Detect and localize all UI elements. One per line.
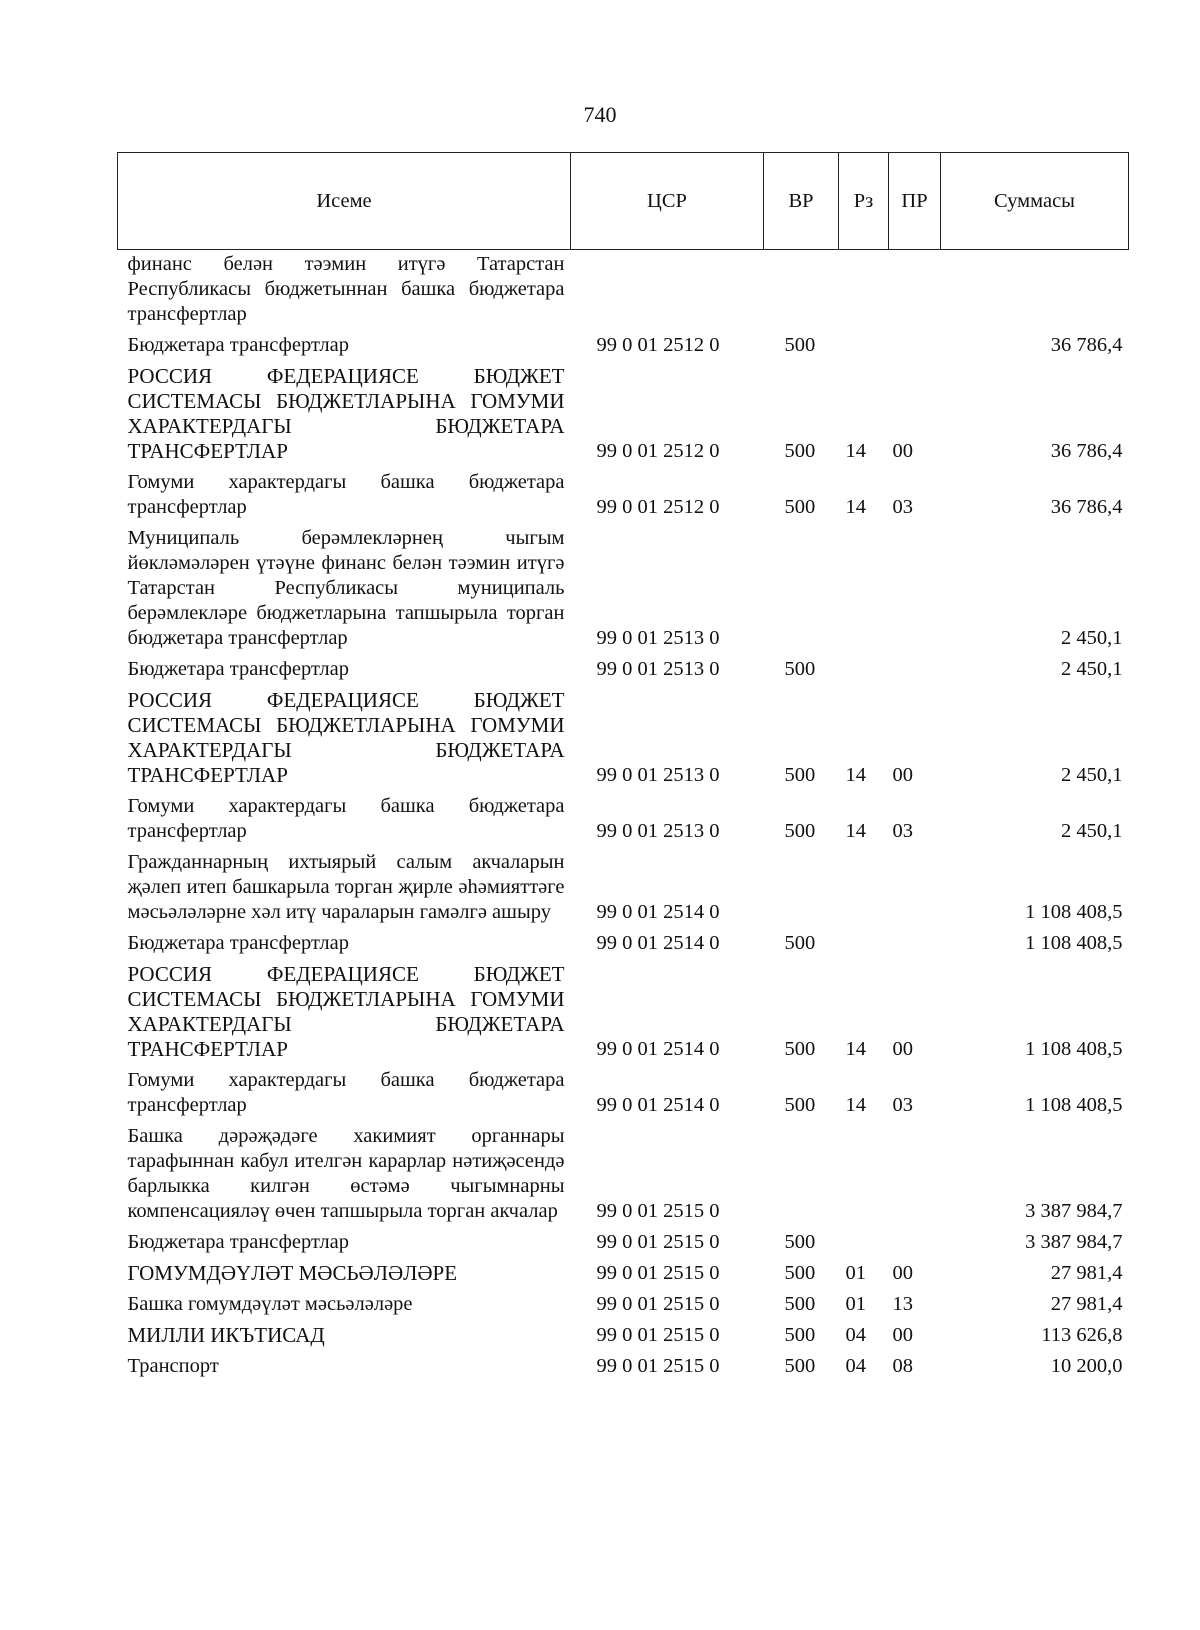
cell-csr: 99 0 01 2514 0	[596, 1038, 720, 1060]
header-rz: Рз	[839, 153, 889, 250]
cell-rz	[839, 928, 889, 959]
cell-vr: 500	[784, 1355, 816, 1377]
cell-csr: 99 0 01 2512 0	[596, 334, 720, 356]
cell-rz	[839, 654, 889, 685]
cell-sum: 36 786,4	[1050, 334, 1123, 356]
cell-pr: 00	[892, 1038, 913, 1060]
cell-csr: 99 0 01 2512 0	[596, 440, 720, 462]
cell-sum: 36 786,4	[1050, 496, 1123, 518]
cell-vr: 500	[784, 1324, 816, 1346]
cell-rz	[839, 1227, 889, 1258]
cell-vr	[764, 847, 839, 928]
cell-name: Гомуми характердагы башка бюджетара трансфертлар	[127, 1069, 565, 1116]
cell-csr: 99 0 01 2513 0	[596, 627, 720, 649]
cell-sum	[941, 250, 1129, 331]
cell-pr	[889, 523, 941, 654]
cell-csr: 99 0 01 2514 0	[596, 1094, 720, 1116]
cell-rz: 14	[845, 764, 866, 786]
cell-name: Гомуми характердагы башка бюджетара трансфертлар	[127, 795, 565, 842]
cell-csr: 99 0 01 2515 0	[596, 1262, 720, 1284]
cell-name: финанс белән тәэмин итүгә Татарстан Республикасы бюджетыннан башка бюджетара трансфертлар	[127, 253, 565, 325]
cell-csr: 99 0 01 2514 0	[596, 901, 720, 923]
table-header	[118, 153, 1129, 250]
cell-csr: 99 0 01 2512 0	[596, 496, 720, 518]
cell-rz	[839, 1121, 889, 1227]
cell-vr: 500	[784, 1231, 816, 1253]
cell-vr: 500	[784, 820, 816, 842]
header-pr: ПР	[889, 153, 941, 250]
cell-rz: 14	[845, 1094, 866, 1116]
cell-vr	[764, 250, 839, 331]
cell-vr: 500	[784, 1094, 816, 1116]
cell-vr: 500	[784, 764, 816, 786]
cell-name: РОССИЯ ФЕДЕРАЦИЯСЕ БЮДЖЕТ СИСТЕМАСЫ БЮДЖЕТЛАРЫНА ГОМУМИ ХАРАКТЕРДАГЫ БЮДЖЕТАРА ТРАНСФЕРТЛАР	[127, 962, 565, 1061]
cell-sum: 27 981,4	[1050, 1262, 1123, 1284]
cell-name: Гомуми характердагы башка бюджетара трансфертлар	[127, 471, 565, 518]
cell-csr: 99 0 01 2515 0	[596, 1200, 720, 1222]
table-row	[118, 685, 1129, 791]
header-name: Исеме	[118, 153, 571, 250]
cell-sum: 1 108 408,5	[1025, 932, 1123, 954]
cell-name: Муниципаль берәмлекләрнең чыгым йөкләмәләрен үтәүне финанс белән тәэмин итүгә Татарстан Республикасы муниципаль берәмлекләре бюджетларына тапшырыла торган бюджетара трансфертлар	[127, 527, 565, 649]
cell-sum: 1 108 408,5	[1025, 1094, 1123, 1116]
table-row	[118, 928, 1129, 959]
cell-rz	[839, 250, 889, 331]
cell-csr: 99 0 01 2515 0	[596, 1293, 720, 1315]
table-row	[118, 250, 1129, 331]
cell-rz	[839, 330, 889, 361]
cell-name: Бюджетара трансфертлар	[127, 658, 350, 680]
cell-pr: 13	[892, 1293, 913, 1315]
cell-sum: 2 450,1	[1061, 764, 1123, 786]
cell-rz: 01	[845, 1262, 866, 1284]
cell-pr	[889, 330, 941, 361]
cell-rz: 14	[845, 440, 866, 462]
budget-table	[117, 152, 1129, 1382]
table-row	[118, 330, 1129, 361]
cell-csr: 99 0 01 2513 0	[596, 658, 720, 680]
cell-sum: 113 626,8	[1041, 1324, 1123, 1346]
table-row	[118, 467, 1129, 523]
table-row	[118, 1289, 1129, 1320]
cell-name: Транспорт	[127, 1355, 219, 1377]
cell-vr: 500	[784, 334, 816, 356]
cell-vr: 500	[784, 496, 816, 518]
cell-name: РОССИЯ ФЕДЕРАЦИЯСЕ БЮДЖЕТ СИСТЕМАСЫ БЮДЖЕТЛАРЫНА ГОМУМИ ХАРАКТЕРДАГЫ БЮДЖЕТАРА ТРАНСФЕРТЛАР	[127, 364, 565, 463]
cell-pr	[889, 847, 941, 928]
table-row	[118, 847, 1129, 928]
cell-pr: 08	[892, 1355, 913, 1377]
cell-csr: 99 0 01 2513 0	[596, 764, 720, 786]
table-row	[118, 1065, 1129, 1121]
cell-csr: 99 0 01 2514 0	[596, 932, 720, 954]
cell-csr	[571, 250, 764, 331]
header-vr: ВР	[764, 153, 839, 250]
table-row	[118, 1258, 1129, 1289]
cell-vr	[764, 523, 839, 654]
cell-sum: 1 108 408,5	[1025, 1038, 1123, 1060]
cell-pr	[889, 654, 941, 685]
cell-pr	[889, 1121, 941, 1227]
table-row	[118, 654, 1129, 685]
cell-sum: 36 786,4	[1050, 440, 1123, 462]
cell-vr: 500	[784, 1293, 816, 1315]
cell-vr: 500	[784, 658, 816, 680]
cell-vr	[764, 1121, 839, 1227]
cell-pr: 00	[892, 1324, 913, 1346]
cell-name: Гражданнарның ихтыярый салым акчаларын җәлеп итеп башкарыла торган җирле әһәмияттәге мәсьәләләрне хәл итү чараларын гамәлгә ашыру	[127, 851, 565, 923]
cell-sum: 10 200,0	[1050, 1355, 1123, 1377]
page-number: 740	[583, 102, 617, 127]
cell-name: Бюджетара трансфертлар	[127, 334, 350, 356]
cell-name: РОССИЯ ФЕДЕРАЦИЯСЕ БЮДЖЕТ СИСТЕМАСЫ БЮДЖЕТЛАРЫНА ГОМУМИ ХАРАКТЕРДАГЫ БЮДЖЕТАРА ТРАНСФЕРТЛАР	[127, 688, 565, 787]
cell-pr: 00	[892, 1262, 913, 1284]
cell-csr: 99 0 01 2515 0	[596, 1355, 720, 1377]
cell-vr: 500	[784, 440, 816, 462]
header-sum: Суммасы	[941, 153, 1129, 250]
table-row	[118, 791, 1129, 847]
cell-sum: 3 387 984,7	[1025, 1231, 1123, 1253]
cell-sum: 1 108 408,5	[1025, 901, 1123, 923]
cell-name: Бюджетара трансфертлар	[127, 1231, 350, 1253]
cell-rz	[839, 523, 889, 654]
cell-name: Бюджетара трансфертлар	[127, 932, 350, 954]
cell-name: МИЛЛИ ИКЪТИСАД	[127, 1323, 325, 1347]
table-row	[118, 1227, 1129, 1258]
cell-rz: 14	[845, 496, 866, 518]
cell-sum: 27 981,4	[1050, 1293, 1123, 1315]
cell-pr: 00	[892, 440, 913, 462]
cell-sum: 2 450,1	[1061, 627, 1123, 649]
table-row	[118, 1351, 1129, 1382]
header-csr: ЦСР	[571, 153, 764, 250]
table-row	[118, 1121, 1129, 1227]
cell-rz	[839, 847, 889, 928]
cell-pr: 03	[892, 496, 913, 518]
cell-rz: 04	[845, 1355, 866, 1377]
cell-rz: 14	[845, 820, 866, 842]
cell-name: Башка гомумдәүләт мәсьәләләре	[127, 1293, 413, 1315]
table-row	[118, 361, 1129, 467]
cell-pr: 00	[892, 764, 913, 786]
cell-rz: 01	[845, 1293, 866, 1315]
cell-vr: 500	[784, 1038, 816, 1060]
cell-rz: 04	[845, 1324, 866, 1346]
cell-pr	[889, 928, 941, 959]
cell-pr	[889, 250, 941, 331]
cell-pr: 03	[892, 820, 913, 842]
cell-sum: 2 450,1	[1061, 658, 1123, 680]
cell-sum: 3 387 984,7	[1025, 1200, 1123, 1222]
cell-csr: 99 0 01 2513 0	[596, 820, 720, 842]
cell-pr	[889, 1227, 941, 1258]
cell-name: Башка дәрәҗәдәге хакимият органнары тарафыннан кабул ителгән карарлар нәтиҗәсендә барлыкка килгән өстәмә чыгымнарны компенсацияләү өчен тапшырыла торган акчалар	[127, 1125, 565, 1222]
table-row	[118, 523, 1129, 654]
table-row	[118, 1320, 1129, 1351]
table-row	[118, 959, 1129, 1065]
cell-name: ГОМУМДӘҮЛӘТ МӘСЬӘЛӘЛӘРЕ	[127, 1261, 458, 1285]
cell-rz: 14	[845, 1038, 866, 1060]
cell-pr: 03	[892, 1094, 913, 1116]
cell-vr: 500	[784, 1262, 816, 1284]
cell-csr: 99 0 01 2515 0	[596, 1324, 720, 1346]
cell-csr: 99 0 01 2515 0	[596, 1231, 720, 1253]
cell-sum: 2 450,1	[1061, 820, 1123, 842]
table-body	[118, 250, 1129, 1383]
cell-vr: 500	[784, 932, 816, 954]
